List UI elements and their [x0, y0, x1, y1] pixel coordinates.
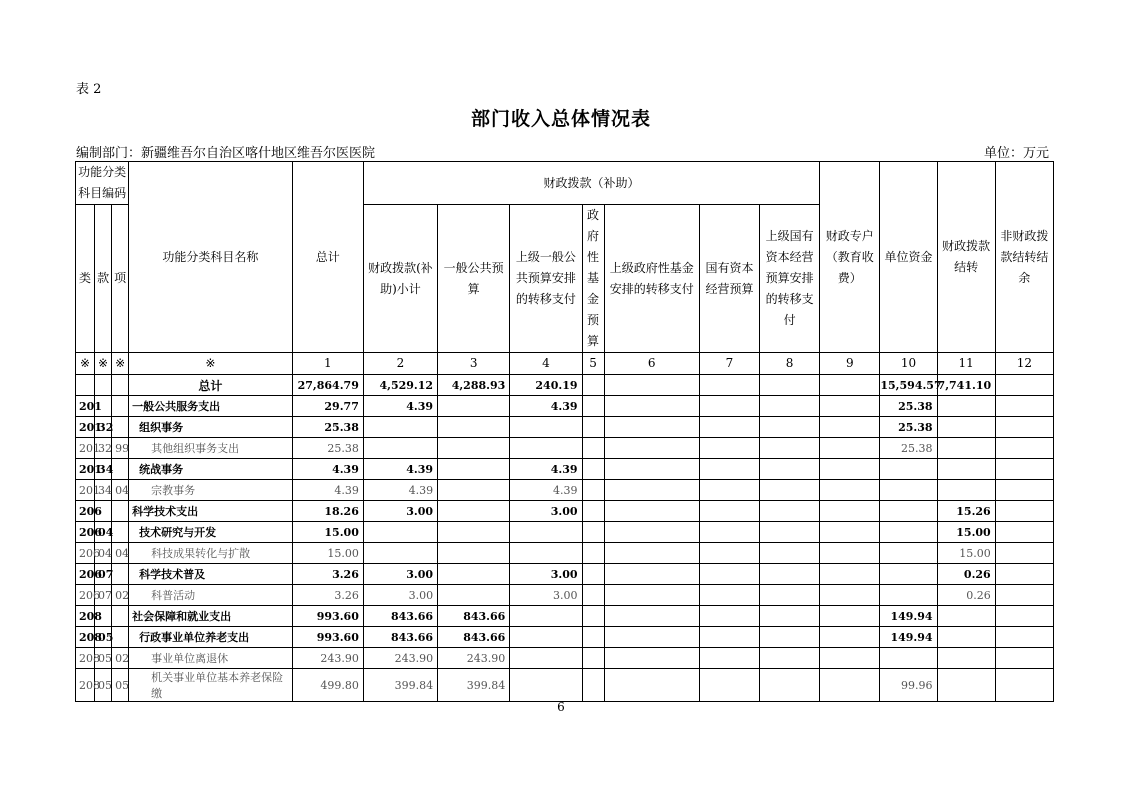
page-title: 部门收入总体情况表 — [470, 108, 651, 130]
cell-value: 15.00 — [292, 543, 363, 564]
cell-value: 99.96 — [880, 669, 937, 702]
cell-value — [760, 543, 820, 564]
cell-xiang: 04 — [112, 543, 129, 564]
cell-value: 499.80 — [292, 669, 363, 702]
cell-value: 4.39 — [363, 480, 437, 501]
cell-value — [880, 522, 937, 543]
cell-xiang: 02 — [112, 585, 129, 606]
cell-value — [995, 669, 1053, 702]
header-fiscal-group: 财政拨款（补助） — [363, 162, 819, 205]
header-carryover: 财政拨款结转 — [937, 162, 995, 353]
cell-value — [438, 459, 510, 480]
cell-value — [510, 522, 582, 543]
cell-value — [582, 396, 604, 417]
cell-value: 27,864.79 — [292, 375, 363, 396]
cell-value — [937, 459, 995, 480]
cell-lei — [76, 375, 95, 396]
cell-value — [937, 396, 995, 417]
cell-value — [604, 648, 699, 669]
cell-value — [510, 648, 582, 669]
cell-lei: 206 — [76, 522, 95, 543]
cell-xiang — [112, 417, 129, 438]
cell-value — [699, 585, 759, 606]
cell-name: 组织事务 — [129, 417, 292, 438]
cell-name: 技术研究与开发 — [129, 522, 292, 543]
cell-xiang — [112, 564, 129, 585]
cell-value — [820, 627, 880, 648]
cell-lei: 201 — [76, 480, 95, 501]
cell-value — [438, 501, 510, 522]
cell-kuan: 34 — [95, 459, 112, 480]
cell-value — [510, 438, 582, 459]
table-body — [76, 375, 1054, 702]
cell-value — [438, 417, 510, 438]
cell-value — [699, 606, 759, 627]
header-mark: ※ — [76, 353, 95, 375]
cell-kuan: 05 — [95, 669, 112, 702]
cell-xiang — [112, 459, 129, 480]
cell-value — [604, 627, 699, 648]
cell-value — [438, 438, 510, 459]
cell-value — [995, 606, 1053, 627]
cell-value — [995, 396, 1053, 417]
cell-value — [820, 669, 880, 702]
cell-value — [880, 585, 937, 606]
cell-value — [510, 417, 582, 438]
column-number: 1 — [292, 353, 363, 375]
cell-value — [995, 375, 1053, 396]
cell-value: 843.66 — [438, 606, 510, 627]
cell-value — [880, 480, 937, 501]
cell-value — [438, 522, 510, 543]
cell-value — [760, 417, 820, 438]
cell-name: 机关事业单位基本养老保险缴 — [129, 669, 292, 702]
cell-xiang — [112, 501, 129, 522]
cell-name: 事业单位离退休 — [129, 648, 292, 669]
cell-value: 993.60 — [292, 606, 363, 627]
table-row — [76, 438, 1054, 459]
cell-value — [880, 564, 937, 585]
cell-value: 149.94 — [880, 627, 937, 648]
cell-value — [510, 627, 582, 648]
cell-value — [699, 543, 759, 564]
cell-value — [582, 480, 604, 501]
cell-value: 3.00 — [363, 585, 437, 606]
cell-value — [438, 543, 510, 564]
cell-kuan: 34 — [95, 480, 112, 501]
cell-value — [820, 501, 880, 522]
cell-value: 399.84 — [438, 669, 510, 702]
cell-lei: 201 — [76, 417, 95, 438]
cell-value — [582, 501, 604, 522]
cell-value: 149.94 — [880, 606, 937, 627]
cell-value — [604, 564, 699, 585]
cell-value — [760, 669, 820, 702]
cell-value: 3.00 — [363, 501, 437, 522]
header-upper-general: 上级一般公共预算安排的转移支付 — [510, 205, 582, 353]
table-label: 表 2 — [76, 82, 102, 97]
cell-value — [760, 375, 820, 396]
cell-xiang: 04 — [112, 480, 129, 501]
cell-value — [363, 438, 437, 459]
cell-value: 4.39 — [363, 396, 437, 417]
cell-value — [760, 396, 820, 417]
cell-value — [937, 438, 995, 459]
cell-value — [510, 606, 582, 627]
cell-value: 25.38 — [880, 438, 937, 459]
cell-value — [582, 669, 604, 702]
cell-kuan: 05 — [95, 627, 112, 648]
cell-name: 宗教事务 — [129, 480, 292, 501]
cell-value — [699, 480, 759, 501]
revenue-summary-table — [75, 161, 1054, 702]
cell-value: 18.26 — [292, 501, 363, 522]
page-number: 6 — [557, 700, 565, 714]
cell-value — [937, 648, 995, 669]
cell-name: 行政事业单位养老支出 — [129, 627, 292, 648]
header-kuan: 款 — [95, 205, 112, 353]
cell-value — [760, 627, 820, 648]
cell-value — [363, 417, 437, 438]
cell-lei: 201 — [76, 438, 95, 459]
cell-xiang: 05 — [112, 669, 129, 702]
cell-value — [363, 543, 437, 564]
cell-value — [820, 417, 880, 438]
header-general-public: 一般公共预算 — [438, 205, 510, 353]
cell-lei: 206 — [76, 564, 95, 585]
cell-kuan — [95, 375, 112, 396]
cell-value — [699, 501, 759, 522]
cell-value — [995, 564, 1053, 585]
header-mark: ※ — [95, 353, 112, 375]
cell-value — [582, 564, 604, 585]
table-row — [76, 669, 1054, 702]
cell-value: 15.00 — [937, 543, 995, 564]
cell-xiang — [112, 375, 129, 396]
table-row — [76, 480, 1054, 501]
cell-value — [937, 480, 995, 501]
table-row — [76, 585, 1054, 606]
cell-kuan: 07 — [95, 564, 112, 585]
cell-value — [604, 459, 699, 480]
cell-value — [582, 417, 604, 438]
cell-value — [760, 480, 820, 501]
cell-value — [880, 543, 937, 564]
cell-value: 4,288.93 — [438, 375, 510, 396]
cell-value — [604, 396, 699, 417]
table-row — [76, 396, 1054, 417]
column-number: 9 — [820, 353, 880, 375]
cell-value — [995, 543, 1053, 564]
cell-kuan: 04 — [95, 522, 112, 543]
cell-lei: 206 — [76, 501, 95, 522]
cell-value — [820, 438, 880, 459]
column-number: 4 — [510, 353, 582, 375]
column-number: 6 — [604, 353, 699, 375]
cell-value — [820, 459, 880, 480]
column-number: 5 — [582, 353, 604, 375]
cell-value: 15.00 — [937, 522, 995, 543]
cell-value: 243.90 — [363, 648, 437, 669]
cell-value: 240.19 — [510, 375, 582, 396]
cell-value — [699, 669, 759, 702]
cell-value — [699, 417, 759, 438]
header-code-group: 功能分类科目编码 — [76, 162, 129, 205]
cell-value — [699, 564, 759, 585]
cell-value — [604, 375, 699, 396]
cell-name: 总计 — [129, 375, 292, 396]
cell-value — [760, 522, 820, 543]
cell-value: 0.26 — [937, 585, 995, 606]
table-row — [76, 627, 1054, 648]
column-number: 11 — [937, 353, 995, 375]
header-upper-fund: 上级政府性基金安排的转移支付 — [604, 205, 699, 353]
cell-value: 4.39 — [510, 396, 582, 417]
cell-value: 25.38 — [880, 417, 937, 438]
cell-value — [820, 480, 880, 501]
cell-value: 3.26 — [292, 585, 363, 606]
cell-value — [995, 480, 1053, 501]
cell-value — [699, 522, 759, 543]
cell-value: 4.39 — [510, 459, 582, 480]
cell-value — [582, 648, 604, 669]
cell-value — [699, 438, 759, 459]
header-fiscal-subtotal: 财政拨款(补助)小计 — [363, 205, 437, 353]
cell-name: 科学技术支出 — [129, 501, 292, 522]
cell-value — [438, 564, 510, 585]
header-gov-fund: 政府性基金预算 — [582, 205, 604, 353]
column-number: 12 — [995, 353, 1053, 375]
cell-value — [995, 438, 1053, 459]
cell-lei: 208 — [76, 606, 95, 627]
cell-value: 4.39 — [510, 480, 582, 501]
cell-xiang — [112, 627, 129, 648]
cell-value — [604, 669, 699, 702]
cell-value — [760, 606, 820, 627]
cell-xiang — [112, 606, 129, 627]
cell-kuan: 32 — [95, 417, 112, 438]
cell-value: 4,529.12 — [363, 375, 437, 396]
cell-value — [995, 522, 1053, 543]
header-mark: ※ — [129, 353, 292, 375]
cell-lei: 206 — [76, 543, 95, 564]
cell-value — [604, 522, 699, 543]
cell-value: 4.39 — [292, 480, 363, 501]
cell-value: 843.66 — [438, 627, 510, 648]
cell-value — [820, 648, 880, 669]
cell-value — [937, 669, 995, 702]
cell-value — [582, 585, 604, 606]
cell-value: 3.00 — [510, 585, 582, 606]
cell-value — [510, 669, 582, 702]
column-number: 2 — [363, 353, 437, 375]
cell-value — [438, 480, 510, 501]
cell-value — [760, 564, 820, 585]
header-xiang: 项 — [112, 205, 129, 353]
cell-value — [820, 396, 880, 417]
header-upper-capital: 上级国有资本经营预算安排的转移支付 — [760, 205, 820, 353]
cell-lei: 206 — [76, 585, 95, 606]
cell-lei: 208 — [76, 627, 95, 648]
cell-value — [820, 585, 880, 606]
cell-value — [582, 606, 604, 627]
header-non-fiscal: 非财政拨款结转结余 — [995, 162, 1053, 353]
cell-value: 243.90 — [292, 648, 363, 669]
cell-kuan: 04 — [95, 543, 112, 564]
cell-value — [995, 459, 1053, 480]
cell-value — [604, 480, 699, 501]
cell-value — [438, 585, 510, 606]
cell-value — [699, 375, 759, 396]
cell-value — [937, 627, 995, 648]
cell-value — [582, 375, 604, 396]
cell-value: 243.90 — [438, 648, 510, 669]
header-mark: ※ — [112, 353, 129, 375]
cell-value — [582, 543, 604, 564]
table-row — [76, 417, 1054, 438]
header-edu-fee: 财政专户（教育收费） — [820, 162, 880, 353]
table-row — [76, 606, 1054, 627]
cell-kuan: 05 — [95, 648, 112, 669]
cell-value — [438, 396, 510, 417]
cell-value: 25.38 — [292, 438, 363, 459]
cell-value: 993.60 — [292, 627, 363, 648]
cell-value: 4.39 — [292, 459, 363, 480]
cell-value — [604, 438, 699, 459]
cell-value: 0.26 — [937, 564, 995, 585]
cell-value — [820, 564, 880, 585]
column-number: 8 — [760, 353, 820, 375]
cell-lei: 208 — [76, 648, 95, 669]
cell-name: 其他组织事务支出 — [129, 438, 292, 459]
table-row — [76, 522, 1054, 543]
cell-value — [880, 459, 937, 480]
table-row — [76, 564, 1054, 585]
cell-lei: 201 — [76, 396, 95, 417]
cell-name: 统战事务 — [129, 459, 292, 480]
header-state-capital: 国有资本经营预算 — [699, 205, 759, 353]
cell-kuan: 32 — [95, 438, 112, 459]
cell-xiang — [112, 396, 129, 417]
cell-value: 4.39 — [363, 459, 437, 480]
cell-value: 843.66 — [363, 606, 437, 627]
cell-value — [820, 606, 880, 627]
cell-value: 3.00 — [363, 564, 437, 585]
cell-value — [582, 438, 604, 459]
table-row — [76, 459, 1054, 480]
cell-value — [937, 606, 995, 627]
column-number: 7 — [699, 353, 759, 375]
cell-value — [604, 585, 699, 606]
cell-value — [699, 459, 759, 480]
cell-xiang: 02 — [112, 648, 129, 669]
cell-value — [699, 627, 759, 648]
cell-value — [582, 627, 604, 648]
header-unit-funds: 单位资金 — [880, 162, 937, 353]
cell-xiang: 99 — [112, 438, 129, 459]
cell-value — [995, 417, 1053, 438]
table-row — [76, 543, 1054, 564]
cell-value — [820, 543, 880, 564]
department-label: 编制部门：新疆维吾尔自治区喀什地区维吾尔医医院 — [76, 146, 376, 161]
cell-value: 3.00 — [510, 564, 582, 585]
cell-name: 社会保障和就业支出 — [129, 606, 292, 627]
cell-value — [760, 501, 820, 522]
cell-value: 29.77 — [292, 396, 363, 417]
cell-name: 科学技术普及 — [129, 564, 292, 585]
cell-value: 15.00 — [292, 522, 363, 543]
cell-value — [510, 543, 582, 564]
cell-value — [760, 648, 820, 669]
cell-value — [995, 648, 1053, 669]
cell-value: 3.26 — [292, 564, 363, 585]
cell-kuan: 07 — [95, 585, 112, 606]
column-number: 3 — [438, 353, 510, 375]
cell-value — [604, 606, 699, 627]
cell-value: 15,594.57 — [880, 375, 937, 396]
cell-value — [820, 522, 880, 543]
cell-value — [880, 501, 937, 522]
cell-value: 25.38 — [292, 417, 363, 438]
table-row — [76, 501, 1054, 522]
header-lei: 类 — [76, 205, 95, 353]
cell-value — [604, 417, 699, 438]
cell-value — [582, 459, 604, 480]
cell-value — [937, 417, 995, 438]
cell-value: 843.66 — [363, 627, 437, 648]
cell-value — [995, 501, 1053, 522]
cell-value — [880, 648, 937, 669]
cell-name: 科普活动 — [129, 585, 292, 606]
cell-value — [995, 585, 1053, 606]
cell-name: 一般公共服务支出 — [129, 396, 292, 417]
header-name: 功能分类科目名称 — [129, 162, 292, 353]
cell-value: 7,741.10 — [937, 375, 995, 396]
unit-label: 单位：万元 — [983, 146, 1049, 161]
cell-value — [363, 522, 437, 543]
cell-value: 3.00 — [510, 501, 582, 522]
column-number: 10 — [880, 353, 937, 375]
cell-value — [760, 459, 820, 480]
cell-value — [760, 585, 820, 606]
cell-value — [699, 396, 759, 417]
cell-value — [699, 648, 759, 669]
cell-value: 25.38 — [880, 396, 937, 417]
cell-name: 科技成果转化与扩散 — [129, 543, 292, 564]
header-total: 总计 — [292, 162, 363, 353]
cell-value — [995, 627, 1053, 648]
table-row — [76, 375, 1054, 396]
cell-value — [582, 522, 604, 543]
cell-value — [760, 438, 820, 459]
cell-value: 399.84 — [363, 669, 437, 702]
cell-xiang — [112, 522, 129, 543]
cell-value — [604, 501, 699, 522]
cell-lei: 201 — [76, 459, 95, 480]
cell-lei: 208 — [76, 669, 95, 702]
cell-value — [604, 543, 699, 564]
cell-value — [820, 375, 880, 396]
table-row — [76, 648, 1054, 669]
cell-value: 15.26 — [937, 501, 995, 522]
